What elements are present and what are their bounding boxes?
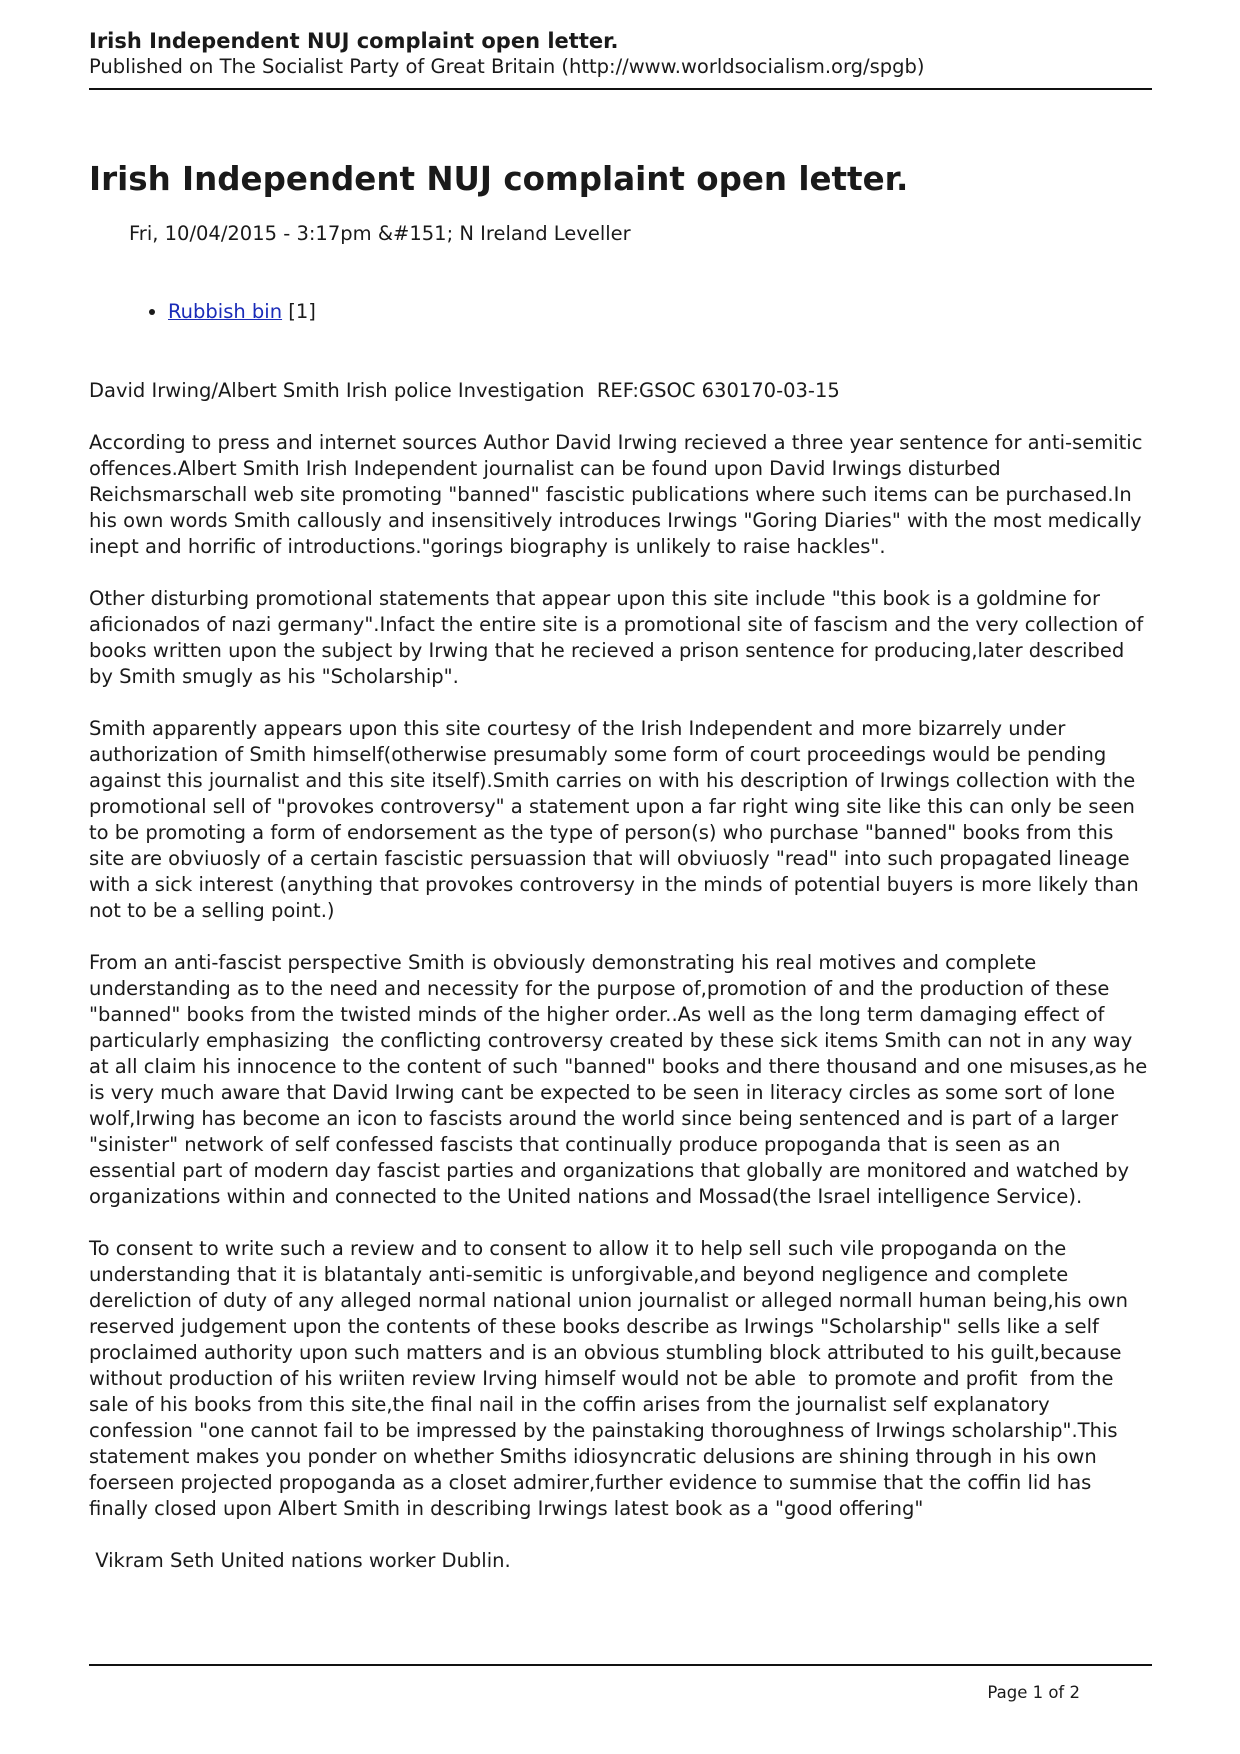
header-divider (89, 88, 1152, 90)
signature: Vikram Seth United nations worker Dublin. (89, 1549, 511, 1572)
tag-link-rubbish-bin[interactable]: Rubbish bin (168, 300, 283, 323)
header-title: Irish Independent NUJ complaint open letter. (89, 29, 619, 53)
body-paragraph: To consent to write such a review and to consent to allow it to help sell such vile propoganda on the understanding that it is blatantaly anti-semitic is unforgivable,and beyond negligence and complete dereliction of duty of any alleged normal national union journalist or alleged normall human being,his own reserved judgement upon the contents of these books describe as Irwings "Scholarship" sells like a self proclaimed authority upon such matters and is an obvious stumbling block attributed to his guilt,because without production of his wriiten review Irving himself would not be able to promote and profit from the sale of his books from this site,the final nail in the coffin arises from the journalist self explanatory confession "one cannot fail to be impressed by the painstaking thoroughness of Irwings scholarship".This statement makes you ponder on whether Smiths idiosyncratic delusions are shining through in his own foerseen projected propoganda as a closet admirer,further evidence to summise that the coffin lid has finally closed upon Albert Smith in describing Irwings latest book as a "good offering" (89, 1237, 1135, 1520)
article-meta: Fri, 10/04/2015 - 3:17pm &#151; N Ireland Leveller (129, 222, 631, 245)
body-paragraph: According to press and internet sources Author David Irwing recieved a three year sentence for anti-semitic offences.Albert Smith Irish Independent journalist can be found upon David Irwings disturbed Reichsmarschall web site promoting "banned" fascistic publications where such items can be purchased.In his own words Smith callously and insensitively introduces Irwings "Goring Diaries" with the most medically inept and horrific of introductions."gorings biography is unlikely to raise hackles". (89, 431, 1149, 558)
footer-divider (89, 1664, 1152, 1666)
document-page (89, 28, 1152, 1574)
tag-list (89, 299, 1152, 325)
article-title: Irish Independent NUJ complaint open letter. (89, 160, 909, 198)
body-paragraph: Smith apparently appears upon this site courtesy of the Irish Independent and more bizarrely under authorization of Smith himself(otherwise presumably some form of court proceedings would be pending against this journalist and this site itself).Smith carries on with his description of Irwings collection with the promotional sell of "provokes controversy" a statement upon a far right wing site like this can only be seen to be promoting a form of endorsement as the type of person(s) who purchase "banned" books from this site are obviuosly of a certain fascistic persuassion that will obviuosly "read" into such propagated lineage with a sick interest (anything that provokes controversy in the minds of potential buyers is more likely than not to be a selling point.) (89, 717, 1145, 922)
body-paragraph: From an anti-fascist perspective Smith is obviously demonstrating his real motives and complete understanding as to the need and necessity for the purpose of,promotion of and the production of these "banned" books from the twisted minds of the higher order..As well as the long term damaging effect of particularly emphasizing the conflicting controversy created by these sick items Smith can not in any way at all claim his innocence to the content of such "banned" books and there thousand and one misuses,as he is very much aware that David Irwing cant be expected to be seen in literacy circles as some sort of lone wolf,Irwing has become an icon to fascists around the world since being sentenced and is part of a larger "sinister" network of self confessed fascists that continually produce propoganda that is seen as an essential part of modern day fascist parties and organizations that globally are monitored and watched by organizations within and connected to the United nations and Mossad(the Israel intelligence Service). (89, 951, 1154, 1208)
tag-ref: [1] (288, 300, 316, 323)
header-source: Published on The Socialist Party of Great Britain (http://www.worldsocialism.org/spgb) (89, 55, 925, 78)
tag-item (168, 299, 1152, 325)
body-paragraph: Other disturbing promotional statements that appear upon this site include "this book is a goldmine for aficionados of nazi germany".Infact the entire site is a promotional site of fascism and the very collection of books written upon the subject by Irwing that he recieved a prison sentence for producing,later described by Smith smugly as his "Scholarship". (89, 587, 1150, 688)
reference-line: David Irwing/Albert Smith Irish police Investigation REF:GSOC 630170-03-15 (89, 379, 840, 402)
page-number: Page 1 of 2 (987, 1683, 1080, 1702)
